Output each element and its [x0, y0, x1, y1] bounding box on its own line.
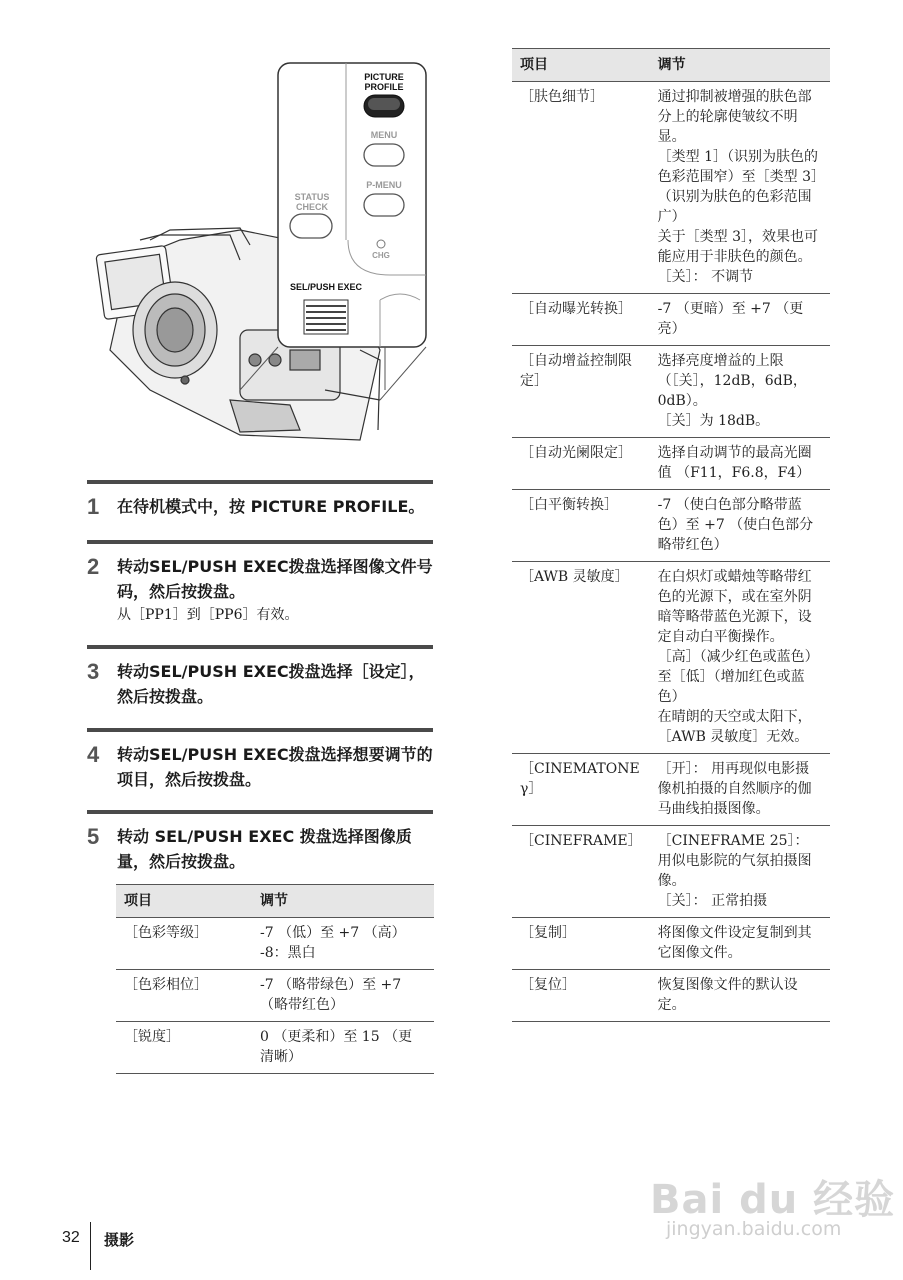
adjust-cell: 通过抑制被增强的肤色部分上的轮廓使皱纹不明显。 ［类型 1］（识别为肤色的色彩范围窄）至［类型 3］（识别为肤色的色彩范围广） 关于［类型 3］，效果也可能应用于非肤色的颜色。 ［关］： 不调节	[650, 82, 830, 294]
item-cell: ［锐度］	[116, 1022, 252, 1074]
status-check-button[interactable]	[290, 214, 332, 238]
table-row	[512, 970, 830, 1022]
watermark-logo: Bai du 经验	[650, 1177, 896, 1223]
item-cell: ［自动曝光转换］	[512, 294, 650, 346]
adjust-cell: ［开］： 用再现似电影摄像机拍摄的自然顺序的伽马曲线拍摄图像。	[650, 754, 830, 826]
step-2	[87, 540, 433, 626]
item-cell: ［CINEFRAME］	[512, 826, 650, 918]
table-header-row	[116, 885, 434, 918]
table-row	[512, 562, 830, 754]
adjust-cell	[252, 918, 434, 970]
item-cell: ［自动光阑限定］	[512, 438, 650, 490]
table-row	[512, 82, 830, 294]
adjust-cell: -7 （更暗）至 +7 （更亮）	[650, 294, 830, 346]
section-label: 摄影	[104, 1231, 135, 1249]
item-cell: ［复位］	[512, 970, 650, 1022]
adjust-cell: 0 （更柔和）至 15 （更清晰）	[252, 1022, 434, 1074]
footer-divider	[90, 1222, 91, 1270]
watermark-url: jingyan.baidu.com	[666, 1218, 842, 1240]
table-row	[116, 1022, 434, 1074]
status-check-label-2: CHECK	[295, 202, 329, 212]
status-check-label: STATUS	[294, 192, 330, 202]
step-1	[87, 480, 433, 519]
step-text: 转动 SEL/PUSH EXEC 拨盘选择图像质量，然后按拨盘。	[117, 827, 412, 871]
adjust-cell: 选择自动调节的最高光圈值 （F11，F6.8，F4）	[650, 438, 830, 490]
adjust-text: -7 （低）至 +7 （高） -8：黑白	[260, 925, 406, 961]
table-row	[512, 826, 830, 918]
left-settings-table	[116, 884, 434, 1074]
step-number: 2	[87, 554, 100, 579]
step-text: 转动SEL/PUSH EXEC拨盘选择［设定］，然后按拨盘。	[117, 662, 425, 706]
sel-push-exec-label: SEL/PUSH EXEC	[289, 282, 363, 292]
step-number: 3	[87, 659, 100, 684]
adjust-cell: 恢复图像文件的默认设定。	[650, 970, 830, 1022]
p-menu-label: P-MENU	[366, 180, 402, 190]
step-number: 5	[87, 824, 100, 849]
step-note: 从［PP1］到［PP6］有效。	[117, 607, 299, 623]
adjust-cell: -7 （使白色部分略带蓝色）至 +7 （使白色部分略带红色）	[650, 490, 830, 562]
col-header-adjust: 调节	[252, 885, 434, 918]
adjust-cell: 在白炽灯或蜡烛等略带红色的光源下，或在室外阴暗等略带蓝色光源下，设定自动白平衡操作。 ［高］（减少红色或蓝色）至［低］（增加红色或蓝色） 在晴朗的天空或太阳下，［AWB 灵敏度］无效。	[650, 562, 830, 754]
sel-push-exec-dial[interactable]	[304, 300, 348, 334]
table-row	[512, 490, 830, 562]
adjust-cell: 选择亮度增益的上限（［关］，12dB，6dB，0dB）。 ［关］为 18dB。	[650, 346, 830, 438]
chg-lamp	[377, 240, 385, 248]
table-row	[512, 294, 830, 346]
page-number: 32	[62, 1229, 80, 1246]
step-text: 在待机模式中，按 PICTURE PROFILE。	[117, 497, 425, 516]
step-3	[87, 645, 433, 709]
step-text: 转动SEL/PUSH EXEC拨盘选择图像文件号码，然后按拨盘。	[117, 557, 433, 601]
adjust-cell: -7 （略带绿色）至 +7 （略带红色）	[252, 970, 434, 1022]
item-cell: ［色彩等级］	[116, 918, 252, 970]
item-cell: ［AWB 灵敏度］	[512, 562, 650, 754]
adjust-cell: 将图像文件设定复制到其它图像文件。	[650, 918, 830, 970]
right-settings-table	[512, 48, 830, 1022]
table-row	[116, 970, 434, 1022]
table-row	[512, 438, 830, 490]
step-5	[87, 810, 433, 874]
col-header-item: 项目	[512, 49, 650, 82]
menu-label: MENU	[370, 130, 398, 140]
col-header-item: 项目	[116, 885, 252, 918]
table-row	[116, 918, 434, 970]
menu-button[interactable]	[364, 144, 404, 166]
picture-profile-label: PICTURE	[364, 72, 404, 82]
table-row	[512, 346, 830, 438]
picture-profile-label-2: PROFILE	[364, 82, 404, 92]
step-text: 转动SEL/PUSH EXEC拨盘选择想要调节的项目，然后按拨盘。	[117, 745, 433, 789]
item-cell: ［白平衡转换］	[512, 490, 650, 562]
col-header-adjust: 调节	[650, 49, 830, 82]
camera-illustration	[90, 60, 440, 460]
item-cell: ［CINEMATONE γ］	[512, 754, 650, 826]
item-cell: ［自动增益控制限定］	[512, 346, 650, 438]
table-row	[512, 918, 830, 970]
adjust-cell: ［CINEFRAME 25］： 用似电影院的气氛拍摄图像。 ［关］： 正常拍摄	[650, 826, 830, 918]
step-4	[87, 728, 433, 792]
p-menu-button[interactable]	[364, 194, 404, 216]
item-cell: ［复制］	[512, 918, 650, 970]
table-row	[512, 754, 830, 826]
step-number: 4	[87, 742, 100, 767]
item-cell: ［肤色细节］	[512, 82, 650, 294]
table-header-row	[512, 49, 830, 82]
step-number: 1	[87, 494, 100, 519]
item-cell: ［色彩相位］	[116, 970, 252, 1022]
chg-label: CHG	[372, 251, 390, 260]
